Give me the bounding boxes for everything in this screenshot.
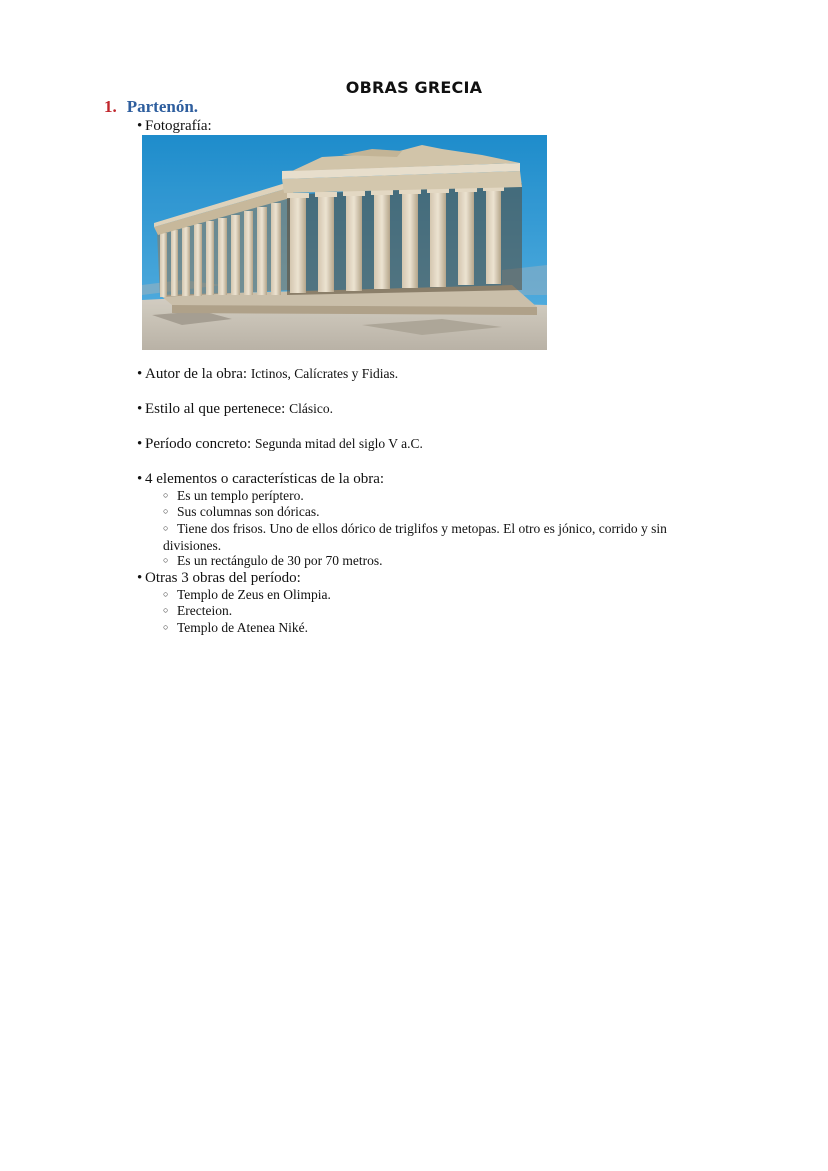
bullet-icon: • <box>137 570 143 586</box>
page-title: OBRAS GRECIA <box>345 78 483 97</box>
section-heading <box>104 97 198 117</box>
bullet-icon: • <box>137 118 143 134</box>
style-label: Estilo al que pertenece: <box>145 401 286 417</box>
style-item <box>137 401 333 418</box>
author-label: Autor de la obra: <box>145 366 248 382</box>
parthenon-photo <box>142 135 547 350</box>
other-works-item <box>137 570 301 587</box>
bullet-icon: • <box>137 366 143 382</box>
characteristics-label: 4 elementos o características de la obra: <box>145 471 385 487</box>
list-item: ○ Templo de Zeus en Olimpia. <box>163 587 331 602</box>
list-item: ○ Es un rectángulo de 30 por 70 metros. <box>163 553 383 568</box>
list-item: ○ Tiene dos frisos. Uno de ellos dórico de triglifos y metopas. El otro es jónico, corrido y sin divisiones. <box>163 521 667 553</box>
circle-bullet-icon: ○ <box>163 589 169 599</box>
photo-label: Fotografía: <box>145 118 212 134</box>
list-item: ○ Erecteion. <box>163 603 233 618</box>
list-item: ○ Sus columnas son dóricas. <box>163 504 320 519</box>
circle-bullet-icon: ○ <box>163 523 169 533</box>
circle-bullet-icon: ○ <box>163 622 169 632</box>
bullet-icon: • <box>137 436 143 452</box>
author-value: Ictinos, Calícrates y Fidias. <box>250 366 399 381</box>
circle-bullet-icon: ○ <box>163 555 169 565</box>
author-item <box>137 366 398 383</box>
circle-bullet-icon: ○ <box>163 506 169 516</box>
section-number: 1. <box>104 97 117 116</box>
list-item: ○ Es un templo períptero. <box>163 488 304 503</box>
circle-bullet-icon: ○ <box>163 490 169 500</box>
period-label: Período concreto: <box>145 436 252 452</box>
style-value: Clásico. <box>289 401 333 416</box>
bullet-icon: • <box>137 401 143 417</box>
circle-bullet-icon: ○ <box>163 605 169 615</box>
period-item <box>137 436 423 453</box>
bullet-icon: • <box>137 471 143 487</box>
period-value: Segunda mitad del siglo V a.C. <box>254 436 423 451</box>
other-works-label: Otras 3 obras del período: <box>145 570 301 586</box>
list-item: ○ Templo de Atenea Niké. <box>163 620 309 635</box>
photo-label-item <box>137 118 212 135</box>
characteristics-item <box>137 471 384 488</box>
section-name: Partenón. <box>126 97 199 116</box>
